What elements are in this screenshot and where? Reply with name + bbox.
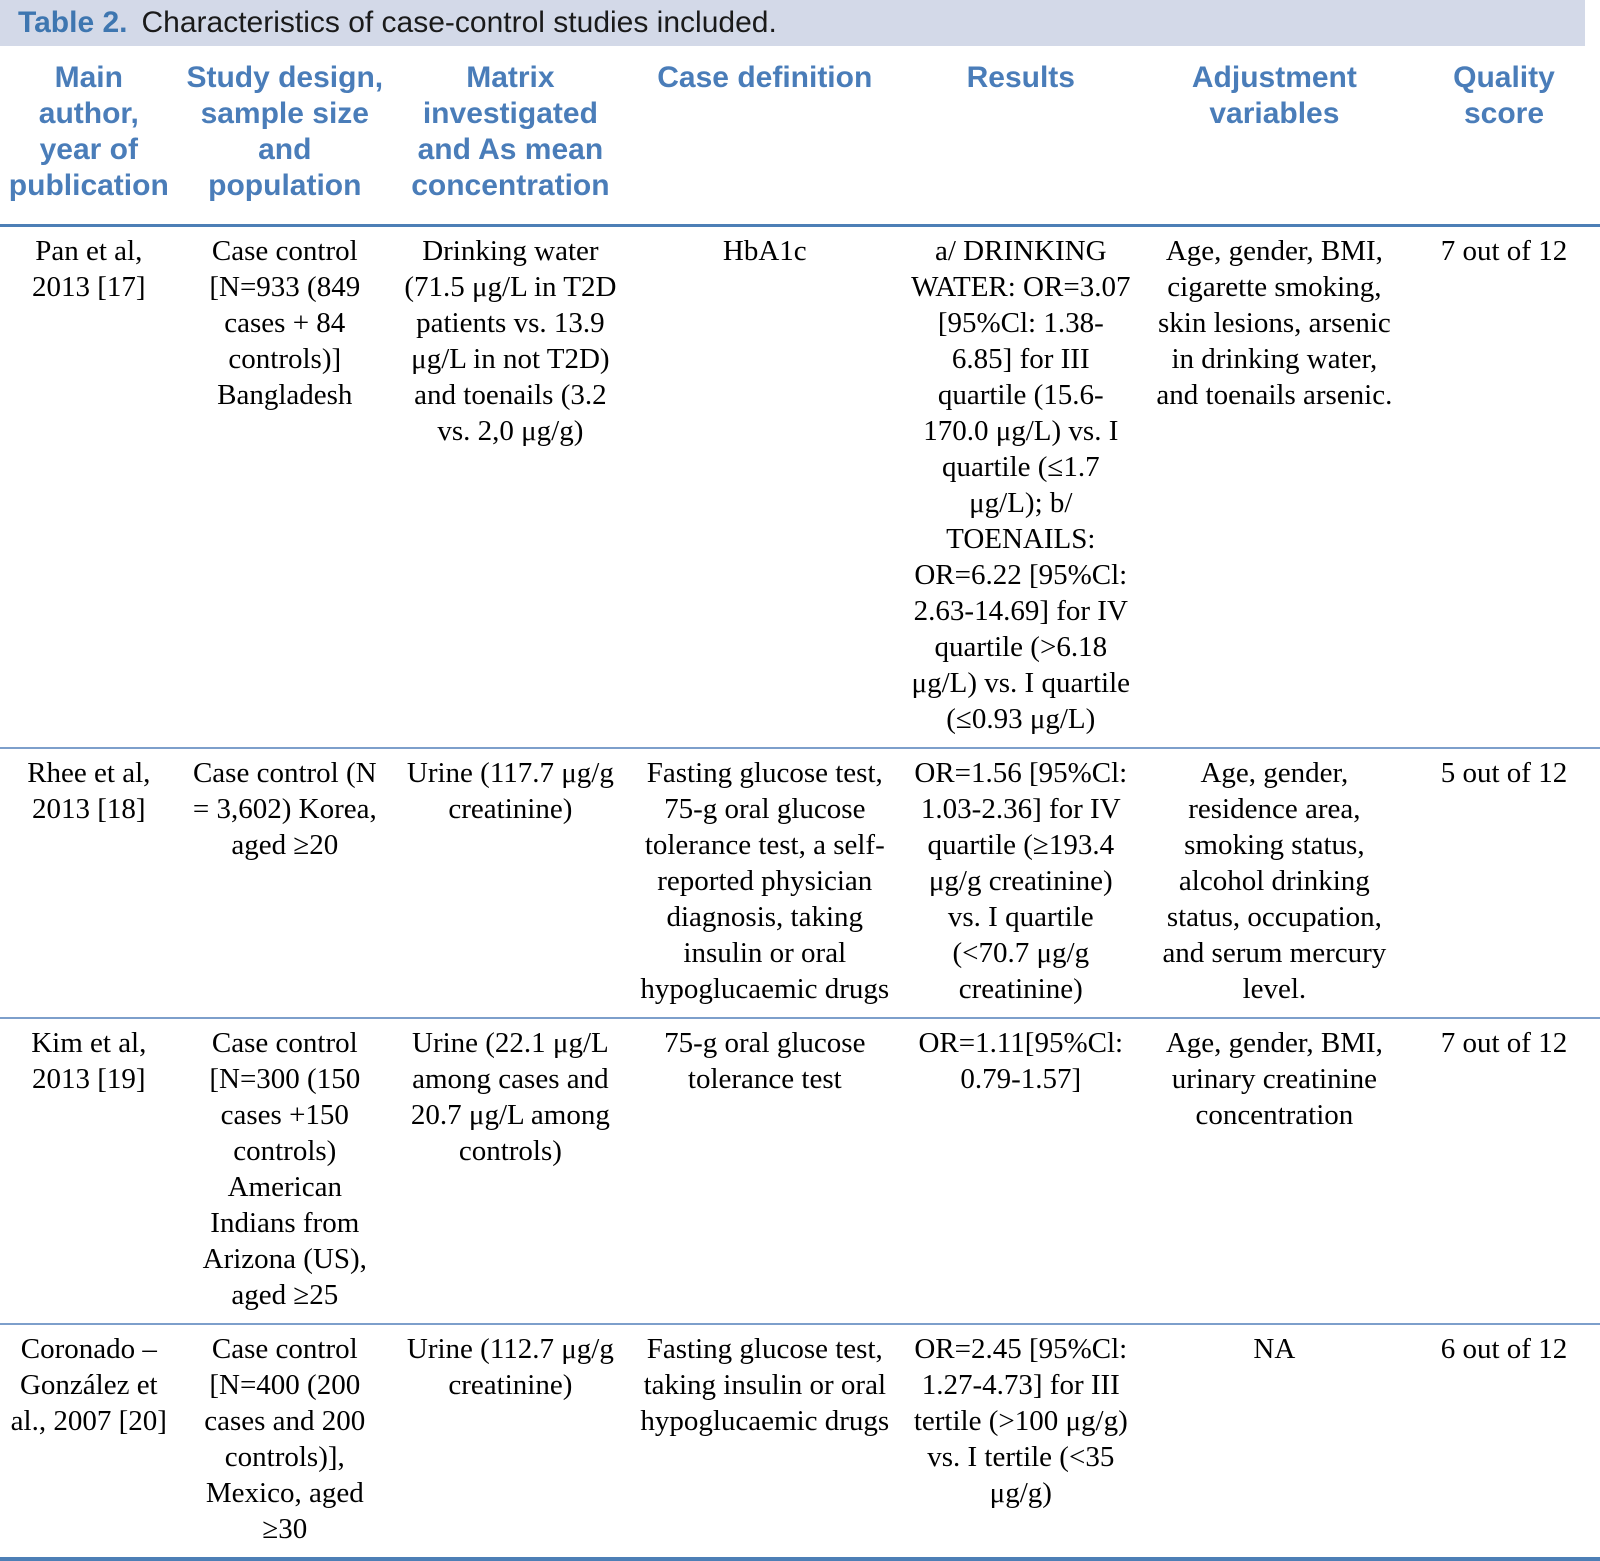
cell-adjustment: NA: [1253, 1333, 1296, 1365]
column-header-adjustment: Adjustment variables: [1141, 46, 1408, 226]
cell-quality: 5 out of 12: [1440, 757, 1568, 789]
case-control-studies-table: [0, 46, 1600, 1561]
cell-matrix: Drinking water (71.5 μg/L in T2D patients vs. 13.9 μg/L in not T2D) and toenails (3.2 vs. 2,0 μg/g): [404, 235, 617, 447]
column-header-results: Results: [901, 46, 1141, 226]
cell-quality: 7 out of 12: [1440, 235, 1568, 267]
cell-design: Case control [N=933 (849 cases + 84 controls)] Bangladesh: [209, 235, 361, 411]
cell-case-definition: Fasting glucose test, 75-g oral glucose tolerance test, a self-reported physician diagnosis, taking insulin or oral hypoglucaemic drugs: [640, 757, 890, 1005]
cell-author: Pan et al, 2013 [17]: [32, 235, 146, 303]
cell-results: OR=2.45 [95%Cl: 1.27-4.73] for III tertile (>100 μg/g) vs. I tertile (<35 μg/g): [913, 1333, 1128, 1509]
cell-case-definition: 75-g oral glucose tolerance test: [664, 1027, 866, 1095]
cell-matrix: Urine (22.1 μg/L among cases and 20.7 μg/L among controls): [410, 1027, 610, 1167]
cell-author: Coronado – González et al., 2007 [20]: [10, 1333, 167, 1437]
cell-adjustment: Age, gender, residence area, smoking status, alcohol drinking status, occupation, and serum mercury level.: [1162, 757, 1387, 1005]
column-header-quality: Quality score: [1408, 46, 1600, 226]
table-row: [0, 226, 1600, 749]
table-row: [0, 1324, 1600, 1559]
cell-author: Rhee et al, 2013 [18]: [27, 757, 151, 825]
cell-quality: 6 out of 12: [1440, 1333, 1568, 1365]
cell-quality: 7 out of 12: [1440, 1027, 1568, 1059]
table-row: [0, 1018, 1600, 1324]
column-header-author: Main author, year of publication: [0, 46, 178, 226]
cell-design: Case control [N=300 (150 cases +150 controls) American Indians from Arizona (US), aged ≥25: [202, 1027, 367, 1311]
column-header-matrix: Matrix investigated and As mean concentration: [392, 46, 629, 226]
cell-design: Case control (N = 3,602) Korea, aged ≥20: [192, 757, 377, 861]
header-row: [0, 46, 1600, 226]
column-header-design: Study design, sample size and population: [178, 46, 392, 226]
cell-matrix: Urine (112.7 μg/g creatinine): [406, 1333, 614, 1401]
cell-results: a/ DRINKING WATER: OR=3.07 [95%Cl: 1.38-6.85] for III quartile (15.6-170.0 μg/L) vs. I quartile (≤1.7 μg/L); b/ TOENAILS: OR=6.22 [95%Cl: 2.63-14.69] for IV quartile (>6.18 μg/L) vs. I quartile (≤0.93 μg/L): [911, 235, 1131, 735]
table-caption: Characteristics of case-control studies included.: [141, 6, 777, 39]
cell-results: OR=1.11[95%Cl: 0.79-1.57]: [918, 1027, 1124, 1095]
cell-results: OR=1.56 [95%Cl: 1.03-2.36] for IV quartile (≥193.4 μg/g creatinine) vs. I quartile (<70.7 μg/g creatinine): [914, 757, 1128, 1005]
cell-adjustment: Age, gender, BMI, urinary creatinine concentration: [1165, 1027, 1383, 1131]
column-header-case-definition: Case definition: [629, 46, 901, 226]
table-title-bar: [0, 0, 1585, 46]
cell-adjustment: Age, gender, BMI, cigarette smoking, skin lesions, arsenic in drinking water, and toenails arsenic.: [1156, 235, 1393, 411]
table-number-label: Table 2.: [18, 6, 128, 39]
cell-case-definition: Fasting glucose test, taking insulin or oral hypoglucaemic drugs: [640, 1333, 890, 1437]
cell-design: Case control [N=400 (200 cases and 200 controls)], Mexico, aged ≥30: [204, 1333, 366, 1545]
cell-matrix: Urine (117.7 μg/g creatinine): [406, 757, 614, 825]
cell-author: Kim et al, 2013 [19]: [31, 1027, 147, 1095]
table-row: [0, 748, 1600, 1018]
cell-case-definition: HbA1c: [722, 235, 807, 267]
